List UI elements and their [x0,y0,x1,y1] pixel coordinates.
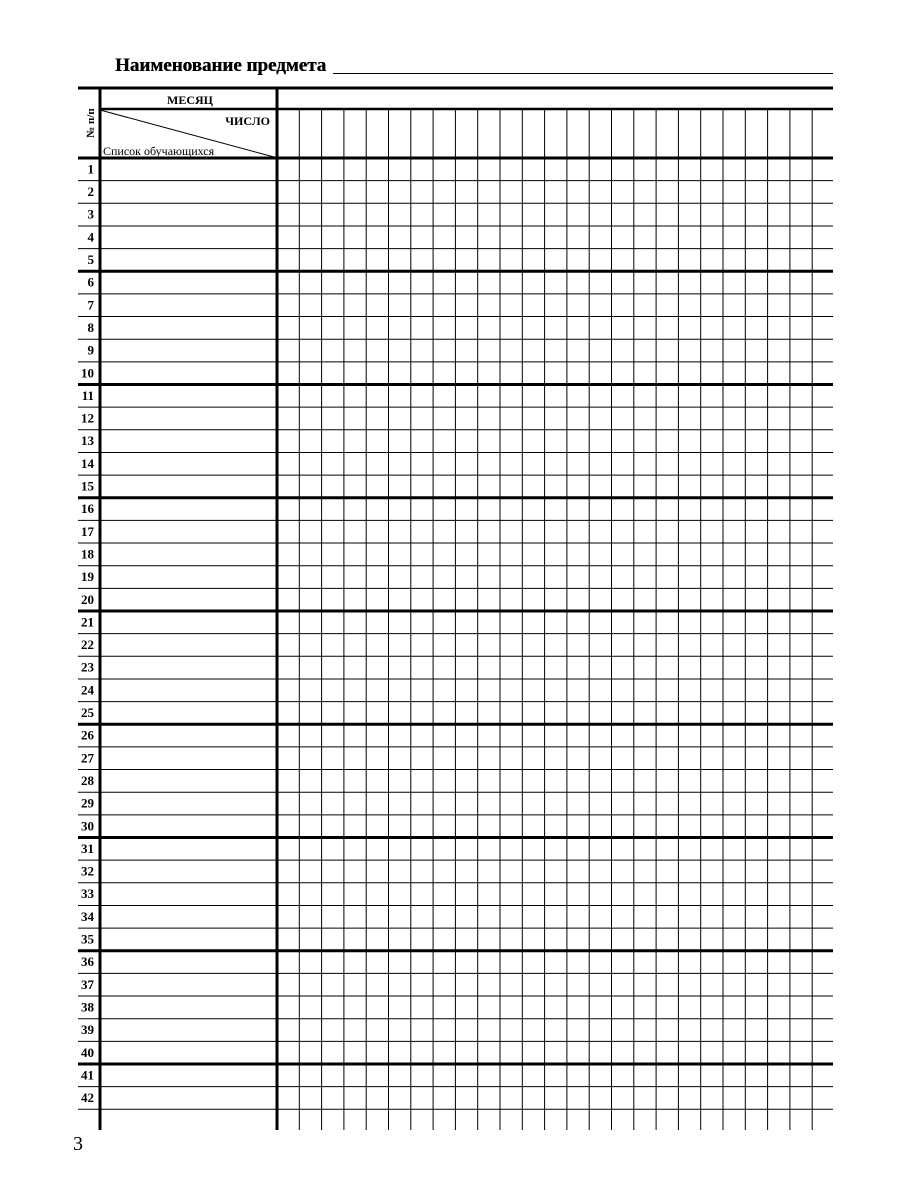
row-number: 2 [87,184,94,200]
row-number: 35 [81,931,94,947]
row-number: 28 [81,772,94,788]
row-number: 41 [81,1067,94,1083]
row-number: 27 [81,750,94,766]
row-number: 39 [81,1022,94,1038]
row-number: 5 [87,252,94,268]
row-number: 19 [81,569,94,585]
row-number: 24 [81,682,94,698]
row-number: 26 [81,727,94,743]
row-number: 37 [81,976,94,992]
row-number: 20 [81,591,94,607]
subject-name-label: Наименование предмета [115,55,327,76]
month-label: МЕСЯЦ [167,93,213,107]
row-number: 9 [87,342,94,358]
row-number: 16 [81,501,94,517]
row-number: 31 [81,840,94,856]
row-number: 33 [81,886,94,902]
row-number: 23 [81,659,94,675]
row-number: 36 [81,954,94,970]
row-number: 1 [87,161,94,177]
grid-lines [78,88,833,1130]
row-number: 8 [87,319,94,335]
row-number: 29 [81,795,94,811]
row-number: 32 [81,863,94,879]
row-number: 15 [81,478,94,494]
row-number: 18 [81,546,94,562]
row-number: 7 [87,297,94,313]
students-label: Список обучающихся [103,144,215,158]
row-number: 30 [81,818,94,834]
row-number: 25 [81,705,94,721]
page-number: 3 [73,1133,83,1155]
number-column-header: № п/п [85,108,97,138]
row-number: 22 [81,637,94,653]
row-number: 11 [81,387,94,403]
row-number: 13 [81,433,94,449]
row-number: 10 [81,365,94,381]
row-number: 4 [87,229,94,245]
row-number: 14 [81,455,94,471]
row-number: 12 [81,410,94,426]
row-number: 38 [81,999,94,1015]
row-number: 40 [81,1044,94,1060]
date-label: ЧИСЛО [225,114,270,128]
row-number: 17 [81,523,94,539]
grid-labels [81,93,270,1105]
row-number: 3 [87,206,94,222]
row-number: 34 [81,908,94,924]
row-number: 21 [81,614,94,630]
row-number: 6 [87,274,94,290]
row-number: 42 [81,1090,94,1106]
